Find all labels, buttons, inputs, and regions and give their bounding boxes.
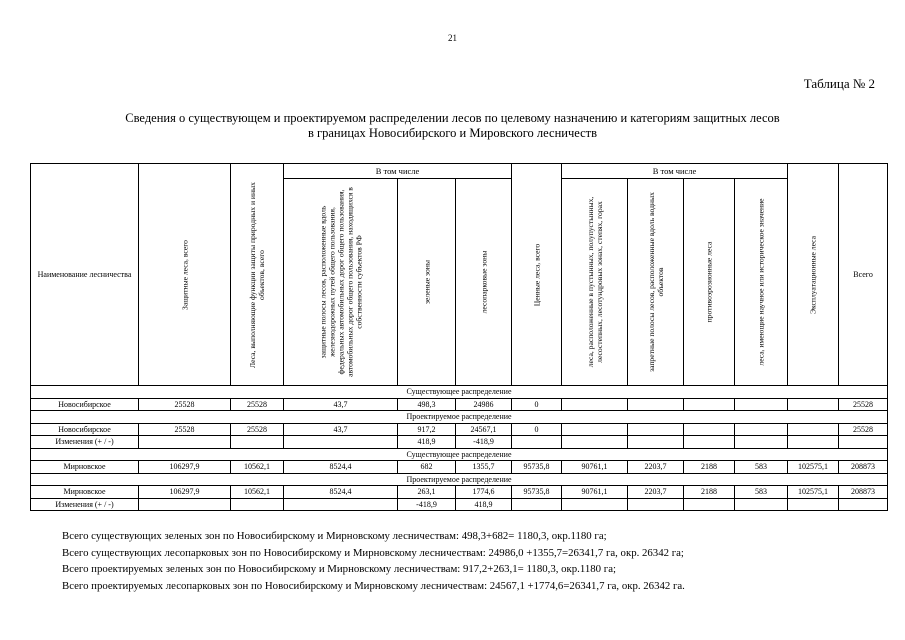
cell-name: Новосибирское: [31, 423, 139, 436]
cell: 24567,1: [456, 423, 512, 436]
section-projected: Проектируемое распределение: [31, 411, 888, 424]
section-existing: Существующее распределение: [31, 448, 888, 461]
header-nature-functions: Леса, выполняющие функции защиты природных и иных объектов, всего: [231, 164, 284, 386]
cell: [684, 498, 735, 511]
cell-name: Изменения (+ / -): [31, 436, 139, 449]
cell: [512, 498, 562, 511]
cell: 25528: [839, 423, 888, 436]
title-line-1: Сведения о существующем и проектируемом распределении лесов по целевому назначению и категориям защитных лесов: [125, 111, 780, 125]
cell: [735, 423, 788, 436]
cell: 1774,6: [456, 486, 512, 499]
forest-distribution-table: [30, 163, 888, 511]
header-exploitation: Эксплуатационные леса: [788, 164, 839, 386]
cell: 90761,1: [562, 461, 628, 474]
cell: 43,7: [284, 423, 398, 436]
cell: [684, 398, 735, 411]
header-forest-parks: лесопарковые зоны: [456, 179, 512, 386]
page-number: 21: [448, 33, 457, 43]
summary-notes: [62, 528, 882, 594]
cell: 2203,7: [628, 486, 684, 499]
cell: 106297,9: [139, 486, 231, 499]
cell: 418,9: [456, 498, 512, 511]
cell: [839, 436, 888, 449]
cell: 583: [735, 486, 788, 499]
cell: -418,9: [398, 498, 456, 511]
section-projected: Проектируемое распределение: [31, 473, 888, 486]
cell-name: Мирновское: [31, 461, 139, 474]
cell: 1355,7: [456, 461, 512, 474]
header-including-2: В том числе: [562, 164, 788, 179]
table-row: [31, 486, 888, 499]
cell: 208873: [839, 461, 888, 474]
header-including-1: В том числе: [284, 164, 512, 179]
table-row: [31, 461, 888, 474]
cell: [284, 436, 398, 449]
cell: 25528: [139, 398, 231, 411]
cell: 25528: [139, 423, 231, 436]
note-line: Всего существующих зеленых зон по Новосибирскому и Мирновскому лесничествам: 498,3+682= 1180,3, окр.1180 га;: [62, 530, 607, 542]
cell: [562, 436, 628, 449]
table-row: [31, 436, 888, 449]
document-title: [40, 111, 865, 141]
cell: 2188: [684, 461, 735, 474]
cell: [788, 423, 839, 436]
cell: 90761,1: [562, 486, 628, 499]
cell: 0: [512, 398, 562, 411]
cell: 24986: [456, 398, 512, 411]
header-total: Всего: [839, 164, 888, 386]
cell: 917,2: [398, 423, 456, 436]
cell: 25528: [231, 423, 284, 436]
header-desert: леса, расположенные в пустынных, полупустынных, лесостепных, лесотундровых зонах, степях, горах: [562, 179, 628, 386]
header-water-strips: запретные полосы лесов, расположенные вдоль водных объектов: [628, 179, 684, 386]
cell: [628, 398, 684, 411]
cell: 583: [735, 461, 788, 474]
note-line: Всего существующих лесопарковых зон по Новосибирскому и Мирновскому лесничествам: 24986,0 +1355,7=26341,7 га, окр. 26342 га;: [62, 546, 684, 559]
cell: [231, 436, 284, 449]
cell: [139, 498, 231, 511]
header-valuable-total: Ценные леса, всего: [512, 164, 562, 386]
cell: 10562,1: [231, 486, 284, 499]
cell: [231, 498, 284, 511]
cell: [512, 436, 562, 449]
cell: 0: [512, 423, 562, 436]
cell-name: Мирновское: [31, 486, 139, 499]
header-green-zones: зеленые зоны: [398, 179, 456, 386]
cell: [562, 398, 628, 411]
cell: [839, 498, 888, 511]
cell: 10562,1: [231, 461, 284, 474]
cell: 682: [398, 461, 456, 474]
cell: [788, 498, 839, 511]
cell: [562, 498, 628, 511]
note-line: Всего проектируемых зеленых зон по Новосибирскому и Мирновскому лесничествам: 917,2+263,1= 1180,3, окр.1180 га;: [62, 563, 616, 575]
cell: 43,7: [284, 398, 398, 411]
cell: [788, 398, 839, 411]
header-scientific: леса, имеющие научное или историческое значение: [735, 179, 788, 386]
cell: [284, 498, 398, 511]
cell: 25528: [839, 398, 888, 411]
cell: 102575,1: [788, 461, 839, 474]
cell-name: Новосибирское: [31, 398, 139, 411]
cell: [628, 436, 684, 449]
header-name: Наименование лесничества: [31, 164, 139, 386]
cell: [788, 436, 839, 449]
cell: 498,3: [398, 398, 456, 411]
table-label: Таблица № 2: [803, 76, 875, 91]
cell: 208873: [839, 486, 888, 499]
cell-name: Изменения (+ / -): [31, 498, 139, 511]
cell: [139, 436, 231, 449]
cell: 418,9: [398, 436, 456, 449]
cell: 102575,1: [788, 486, 839, 499]
title-line-2: в границах Новосибирского и Мировского лесничеств: [307, 126, 598, 140]
header-strips: защитные полосы лесов, расположенные вдоль железнодорожных путей общего пользования, федеральных автомобильных дорог общего пользования, автомобильных дорог общего пользования, находящихся в собственности субъектов РФ: [284, 179, 398, 386]
cell: [735, 398, 788, 411]
cell: -418,9: [456, 436, 512, 449]
cell: [684, 423, 735, 436]
cell: 2188: [684, 486, 735, 499]
cell: 2203,7: [628, 461, 684, 474]
cell: 25528: [231, 398, 284, 411]
section-existing: Существующее распределение: [31, 386, 888, 399]
cell: 95735,8: [512, 486, 562, 499]
cell: [735, 436, 788, 449]
table-row: [31, 423, 888, 436]
cell: [628, 498, 684, 511]
cell: 263,1: [398, 486, 456, 499]
cell: 8524,4: [284, 486, 398, 499]
header-protective-total: Защитные леса, всего: [139, 164, 231, 386]
cell: 8524,4: [284, 461, 398, 474]
cell: [684, 436, 735, 449]
cell: [562, 423, 628, 436]
cell: [735, 498, 788, 511]
table-row: [31, 498, 888, 511]
cell: 95735,8: [512, 461, 562, 474]
cell: [628, 423, 684, 436]
table-row: [31, 398, 888, 411]
header-anti-erosion: противоэрозионные леса: [684, 179, 735, 386]
cell: 106297,9: [139, 461, 231, 474]
note-line: Всего проектируемых лесопарковых зон по Новосибирскому и Мирновскому лесничествам: 24567,1 +1774,6=26341,7 га, окр. 26342 га.: [62, 579, 685, 592]
